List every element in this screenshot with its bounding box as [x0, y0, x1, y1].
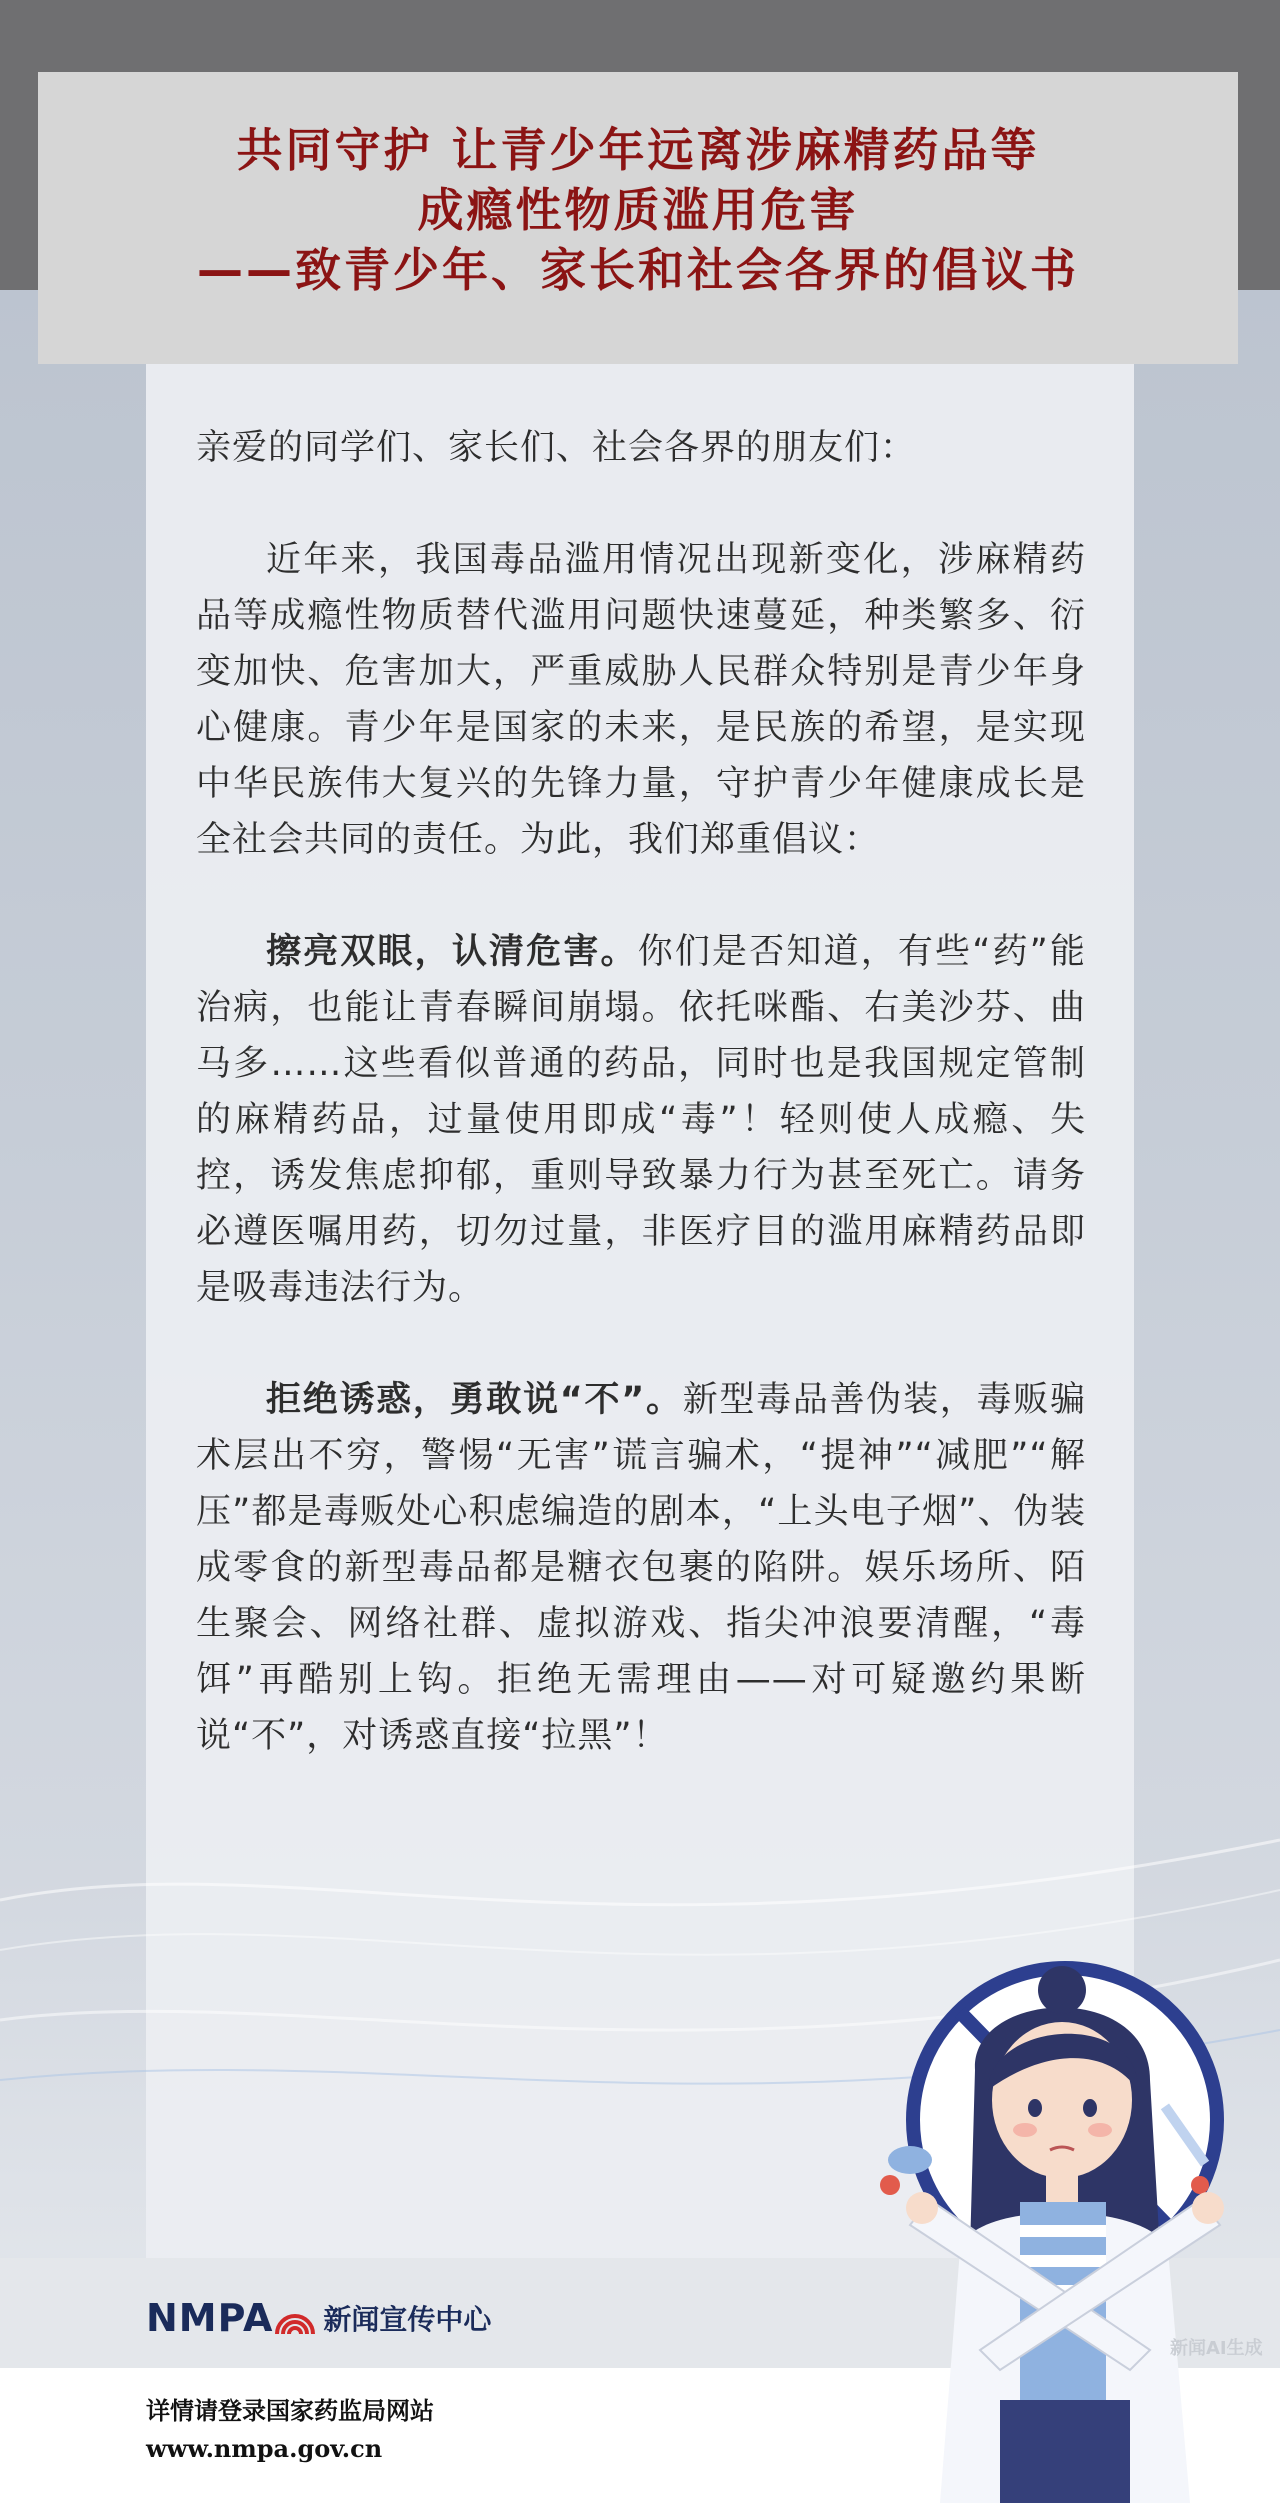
paragraph-refuse-temptation [196, 1372, 1086, 1764]
girl-crossing-arms-illustration [850, 1950, 1280, 2503]
paragraph-heading: 擦亮双眼，认清危害。 [266, 932, 638, 972]
title-line-1: 共同守护 让青少年远离涉麻精药品等 [236, 123, 1040, 177]
paragraph-recognize-harm [196, 924, 1086, 1316]
nmpa-logo [146, 2296, 491, 2340]
paragraph-heading: 拒绝诱惑，勇敢说“不”。 [266, 1380, 683, 1420]
footer-website-hint: 详情请登录国家药监局网站 [146, 2396, 434, 2425]
footer-website-url: www.nmpa.gov.cn [146, 2434, 383, 2463]
nmpa-emblem-icon [273, 2298, 317, 2338]
title-line-3: ——致青少年、家长和社会各界的倡议书 [197, 243, 1079, 297]
watermark: 新闻AI生成 [1170, 2338, 1263, 2359]
letter-content [196, 420, 1086, 1820]
title-box [38, 72, 1238, 364]
paragraph-body: 你们是否知道，有些“药”能治病，也能让青春瞬间崩塌。依托咪酯、右美沙芬、曲马多……这些看似普通的药品，同时也是我国规定管制的麻精药品，过量使用即成“毒”！轻则使人成瘾、失控，诱发焦虑抑郁，重则导致暴力行为甚至死亡。请务必遵医嘱用药，切勿过量，非医疗目的滥用麻精药品即是吸毒违法行为。 [196, 932, 1086, 1308]
title-line-2: 成瘾性物质滥用危害 [417, 183, 859, 237]
logo-brand: NMPA [146, 2296, 274, 2340]
paragraph-intro: 近年来，我国毒品滥用情况出现新变化，涉麻精药品等成瘾性物质替代滥用问题快速蔓延，种类繁多、衍变加快、危害加大，严重威胁人民群众特别是青少年身心健康。青少年是国家的未来，是民族的希望，是实现中华民族伟大复兴的先锋力量，守护青少年健康成长是全社会共同的责任。为此，我们郑重倡议： [196, 540, 1086, 860]
greeting: 亲爱的同学们、家长们、社会各界的朋友们： [196, 428, 917, 468]
paragraph-body: 新型毒品善伪装，毒贩骗术层出不穷，警惕“无害”谎言骗术，“提神”“减肥”“解压”都是毒贩处心积虑编造的剧本，“上头电子烟”、伪装成零食的新型毒品都是糖衣包裹的陷阱。娱乐场所、陌生聚会、网络社群、虚拟游戏、指尖冲浪要清醒，“毒饵”再酷别上钩。拒绝无需理由——对可疑邀约果断说“不”，对诱惑直接“拉黑”！ [196, 1380, 1086, 1756]
logo-center-name: 新闻宣传中心 [323, 2303, 492, 2336]
footer-info [146, 2392, 434, 2468]
